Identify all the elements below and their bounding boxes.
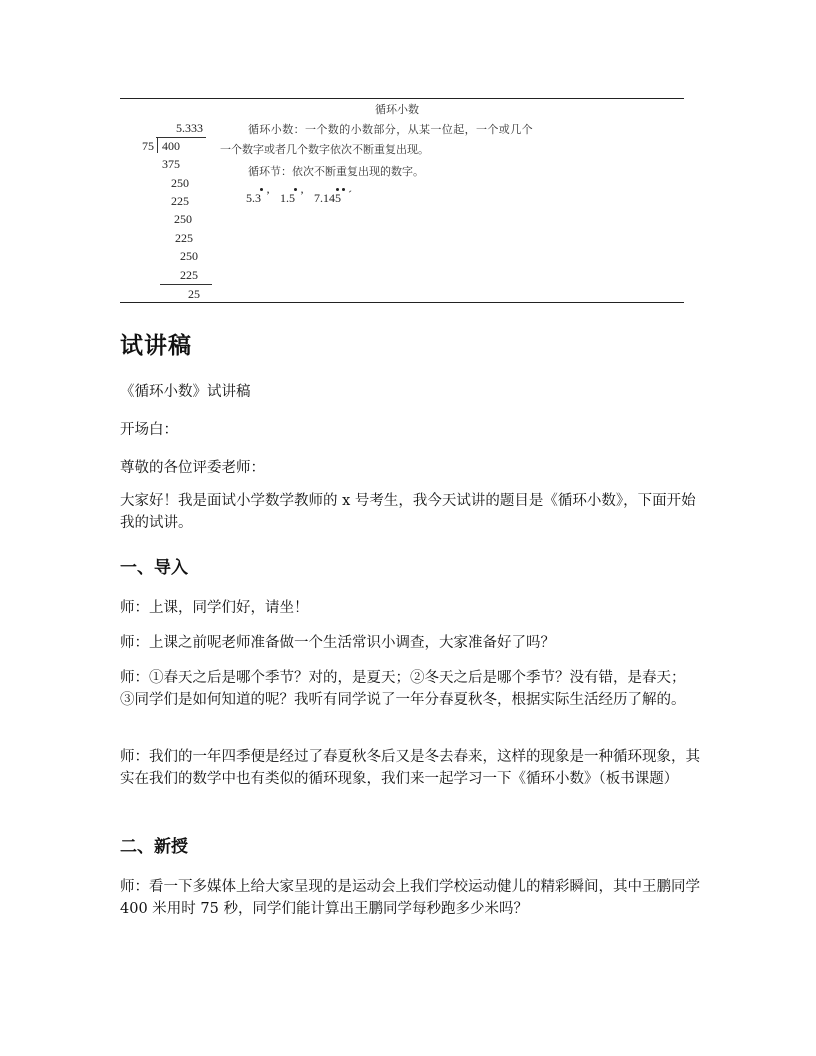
greeting-block xyxy=(120,457,710,479)
s1-p1-block xyxy=(120,597,710,619)
division-step: 250 xyxy=(171,176,189,190)
division-step: 375 xyxy=(162,157,180,171)
example-number: 5.3 xyxy=(246,191,261,205)
doc-title: 《循环小数》试讲稿 xyxy=(120,384,251,400)
intro-block xyxy=(120,490,700,534)
paragraph: 师：我们的一年四季便是经过了春夏秋冬后又是冬去春来，这样的现象是一种循环现象，其实在我们的数学中也有类似的循环现象，我们来一起学习一下《循环小数》（板书课题） xyxy=(120,749,700,787)
s1-p2-block xyxy=(120,632,710,654)
blackboard-figure xyxy=(120,98,684,303)
division-divisor: 75 xyxy=(142,139,154,153)
board-definition-line2: 一个数字或者几个数字依次不断重复出现。 xyxy=(220,144,429,156)
paragraph: 师：①春天之后是哪个季节？对的，是夏天；②冬天之后是哪个季节？没有错，是春天；③同学们是如何知道的呢？我听有同学说了一年分春夏秋冬，根据实际生活经历了解的。 xyxy=(120,670,686,708)
section-heading: 一、导入 xyxy=(120,558,188,578)
division-underline xyxy=(160,284,212,285)
division-step: 225 xyxy=(180,268,198,282)
division-bracket xyxy=(157,137,158,153)
paragraph: 师：看一下多媒体上给大家呈现的是运动会上我们学校运动健儿的精彩瞬间，其中王鹏同学 400 米用时 75 秒，同学们能计算出王鹏同学每秒跑多少米吗？ xyxy=(120,879,700,917)
repeat-dot xyxy=(342,188,345,191)
division-step: 225 xyxy=(171,194,189,208)
example-number: 1.5 xyxy=(280,191,295,205)
greeting: 尊敬的各位评委老师： xyxy=(120,460,265,476)
paragraph: 师：上课，同学们好，请坐！ xyxy=(120,600,309,616)
example-separator: ´ xyxy=(348,188,352,202)
division-step: 250 xyxy=(180,249,198,263)
s1-p3-block xyxy=(120,667,695,711)
document-body xyxy=(120,381,710,403)
intro-paragraph: 大家好！我是面试小学数学教师的 x 号考生，我今天试讲的题目是《循环小数》，下面开始我的试讲。 xyxy=(120,493,696,531)
division-step: 225 xyxy=(175,231,193,245)
opening-label-block xyxy=(120,419,710,441)
board-title: 循环小数 xyxy=(375,104,419,116)
section-heading: 二、新授 xyxy=(120,837,188,857)
division-step: 250 xyxy=(174,212,192,226)
example-separator: ’ xyxy=(266,188,270,202)
repeat-dot xyxy=(294,188,297,191)
division-dividend: 400 xyxy=(162,139,180,153)
board-cycle-section: 循环节：依次不断重复出现的数字。 xyxy=(248,166,424,178)
page-heading: 试讲稿 xyxy=(120,332,192,359)
division-bar xyxy=(156,137,206,138)
repeat-dot xyxy=(336,188,339,191)
division-quotient: 5.333 xyxy=(176,121,203,135)
division-remainder: 25 xyxy=(188,287,200,301)
s1-p4-block xyxy=(120,746,712,790)
board-definition-line1: 循环小数：一个数的小数部分，从某一位起，一个或几个 xyxy=(248,124,533,136)
s2-p1-block xyxy=(120,876,705,920)
example-separator: ’ xyxy=(300,188,304,202)
opening-label: 开场白： xyxy=(120,422,178,438)
example-number: 7.145 xyxy=(314,191,341,205)
paragraph: 师：上课之前呢老师准备做一个生活常识小调查，大家准备好了吗？ xyxy=(120,635,555,651)
repeat-dot xyxy=(260,188,263,191)
